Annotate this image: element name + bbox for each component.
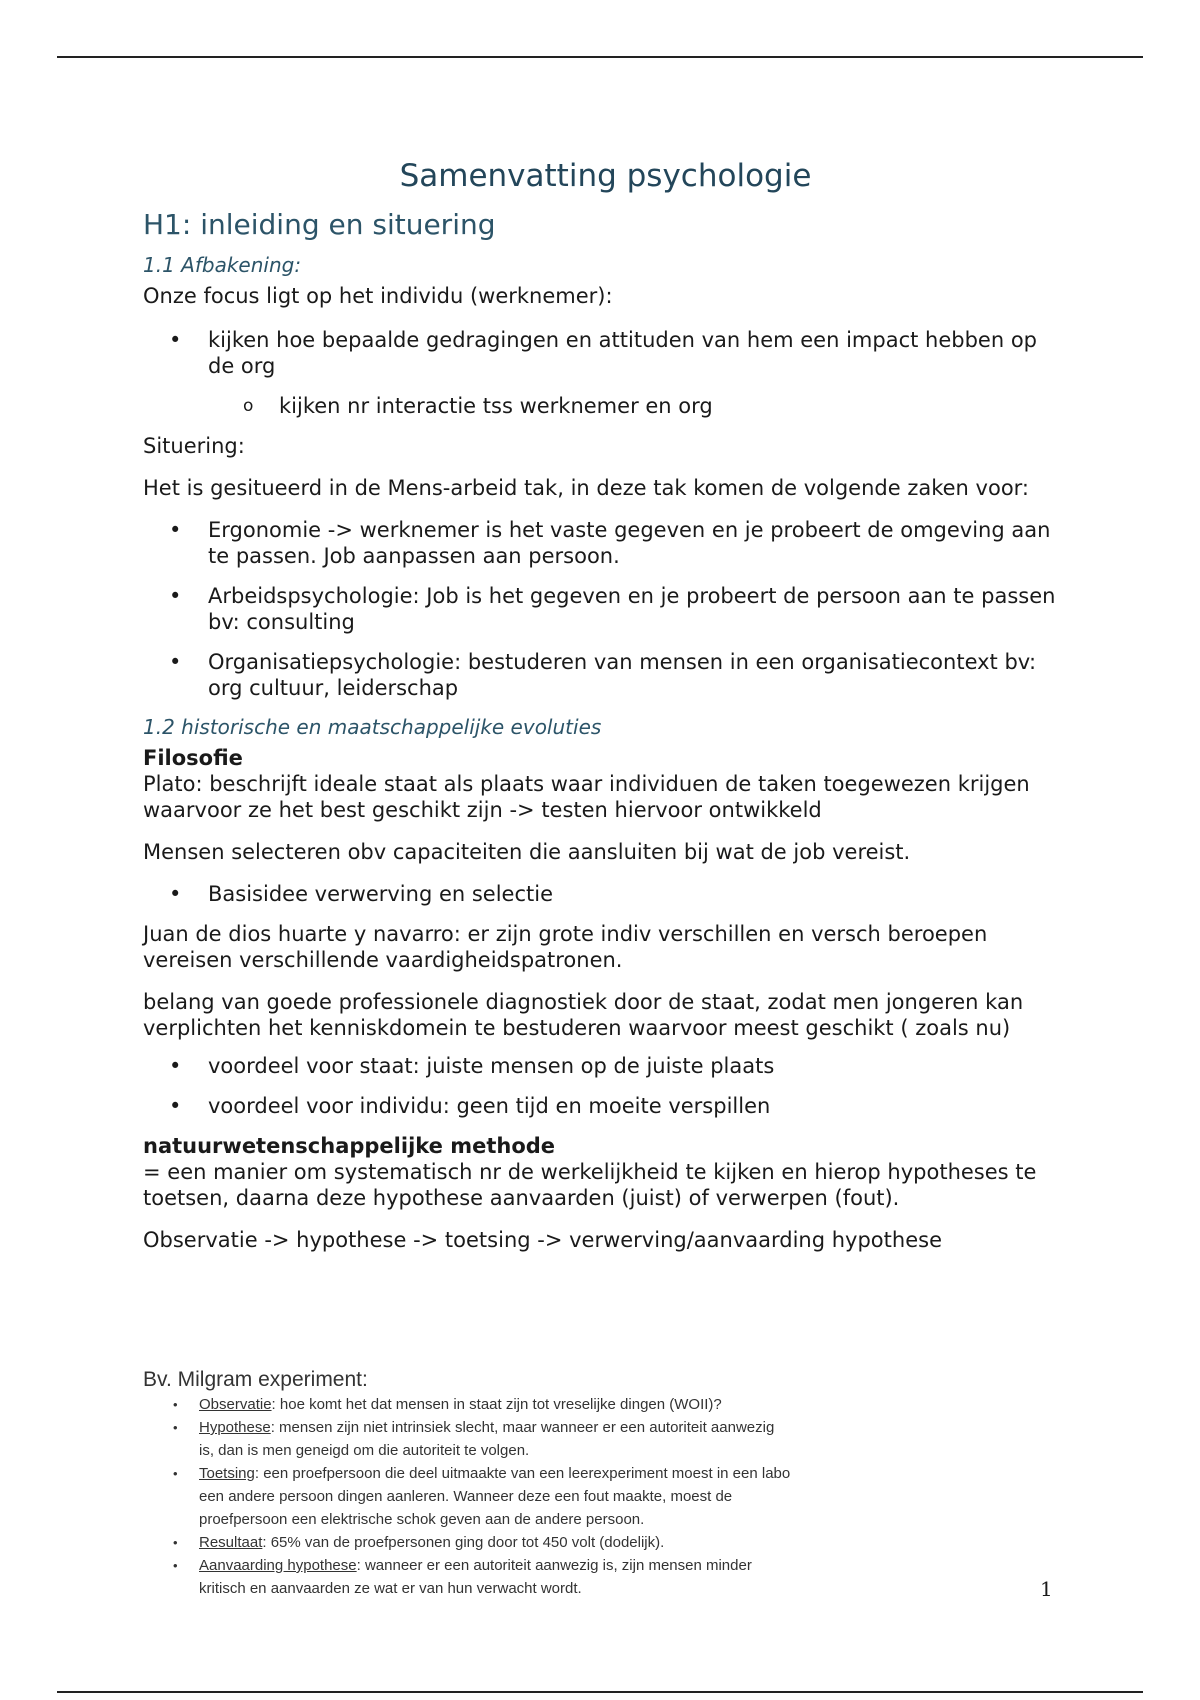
paragraph-focus: Onze focus ligt op het individu (werknemer): bbox=[143, 284, 613, 308]
document-body bbox=[143, 150, 1068, 1269]
bullet-list-focus bbox=[143, 327, 1068, 379]
list-item bbox=[143, 1416, 793, 1462]
paragraph-methode-flow: Observatie -> hypothese -> toetsing -> verwerving/aanvaarding hypothese bbox=[143, 1228, 942, 1252]
paragraph-situering: Het is gesitueerd in de Mens-arbeid tak, in deze tak komen de volgende zaken voor: bbox=[143, 476, 1030, 500]
paragraph-methode-definitie: = een manier om systematisch nr de werkelijkheid te kijken en hierop hypotheses te toetsen, daarna deze hypothese aanvaarden (juist) of verwerpen (fout). bbox=[143, 1160, 1037, 1210]
list-item bbox=[143, 1531, 793, 1554]
item-label: Toetsing bbox=[199, 1465, 255, 1482]
item-label: Resultaat bbox=[199, 1534, 263, 1551]
item-text: : mensen zijn niet intrinsiek slecht, maar wanneer er een autoriteit aanwezig is, dan is men geneigd om die autoriteit te volgen. bbox=[199, 1419, 775, 1459]
paragraph-mensen: Mensen selecteren obv capaciteiten die aansluiten bij wat de job vereist. bbox=[143, 840, 911, 864]
item-label: Hypothese bbox=[199, 1419, 271, 1436]
item-label: Aanvaarding hypothese bbox=[199, 1557, 357, 1574]
list-item: • voordeel voor staat: juiste mensen op de juiste plaats bbox=[143, 1053, 1068, 1079]
section-heading-afbakening: 1.1 Afbakening: bbox=[143, 253, 302, 277]
sub-bullet-list bbox=[143, 393, 1068, 419]
list-item bbox=[143, 1554, 793, 1600]
footer-rule bbox=[57, 1691, 1143, 1693]
item-text: : 65% van de proefpersonen ging door tot 450 volt (dodelijk). bbox=[262, 1534, 665, 1551]
paragraph-plato: Plato: beschrijft ideale staat als plaats waar individuen de taken toegewezen krijgen waarvoor ze het best geschikt zijn -> testen hiervoor ontwikkeld bbox=[143, 772, 1030, 822]
item-label: Observatie bbox=[199, 1396, 272, 1413]
list-item bbox=[143, 1393, 793, 1416]
list-item: • Organisatiepsychologie: bestuderen van mensen in een organisatiecontext bv: org cultuur, leiderschap bbox=[143, 649, 1068, 701]
list-item: • voordeel voor individu: geen tijd en moeite verspillen bbox=[143, 1093, 1068, 1119]
bullet-list-basis bbox=[143, 881, 1068, 907]
item-text: : hoe komt het dat mensen in staat zijn tot vreselijke dingen (WOII)? bbox=[271, 1396, 722, 1413]
embedded-intro: Bv. Milgram experiment: bbox=[143, 1368, 368, 1391]
subheading-methode: natuurwetenschappelijke methode bbox=[143, 1134, 556, 1158]
page-number: 1 bbox=[1040, 1577, 1053, 1601]
list-item: • Basisidee verwerving en selectie bbox=[143, 881, 1068, 907]
list-item: o kijken nr interactie tss werknemer en org bbox=[143, 393, 1068, 419]
list-item bbox=[143, 1462, 793, 1531]
item-text: : wanneer er een autoriteit aanwezig is, zijn mensen minder kritisch en aanvaarden ze wat er van hun verwacht wordt. bbox=[199, 1557, 752, 1597]
embedded-milgram-example bbox=[143, 1370, 793, 1614]
bullet-list-voordelen bbox=[143, 1053, 1068, 1119]
header-rule bbox=[57, 56, 1143, 58]
paragraph-juan: Juan de dios huarte y navarro: er zijn grote indiv verschillen en versch beroepen vereisen verschillende vaardigheidspatronen. bbox=[143, 922, 988, 972]
bullet-list-situering bbox=[143, 517, 1068, 701]
subheading-filosofie: Filosofie bbox=[143, 746, 243, 770]
label-situering: Situering: bbox=[143, 434, 245, 458]
section-heading-evoluties: 1.2 historische en maatschappelijke evoluties bbox=[143, 715, 602, 739]
item-text: : een proefpersoon die deel uitmaakte van een leerexperiment moest in een labo een andere persoon dingen aanleren. Wanneer deze een fout maakte, moest de proefpersoon een elektrische schok geven aan de andere persoon. bbox=[199, 1465, 791, 1528]
list-item: • kijken hoe bepaalde gedragingen en attituden van hem een impact hebben op de org bbox=[143, 327, 1068, 379]
chapter-heading: H1: inleiding en situering bbox=[143, 208, 496, 241]
paragraph-belang: belang van goede professionele diagnostiek door de staat, zodat men jongeren kan verplichten het kenniskdomein te bestuderen waarvoor meest geschikt ( zoals nu) bbox=[143, 990, 1024, 1040]
document-title: Samenvatting psychologie bbox=[399, 158, 812, 194]
list-item: • Arbeidspsychologie: Job is het gegeven en je probeert de persoon aan te passen bv: consulting bbox=[143, 583, 1068, 635]
list-item: • Ergonomie -> werknemer is het vaste gegeven en je probeert de omgeving aan te passen. Job aanpassen aan persoon. bbox=[143, 517, 1068, 569]
embedded-bullet-list bbox=[143, 1393, 793, 1600]
